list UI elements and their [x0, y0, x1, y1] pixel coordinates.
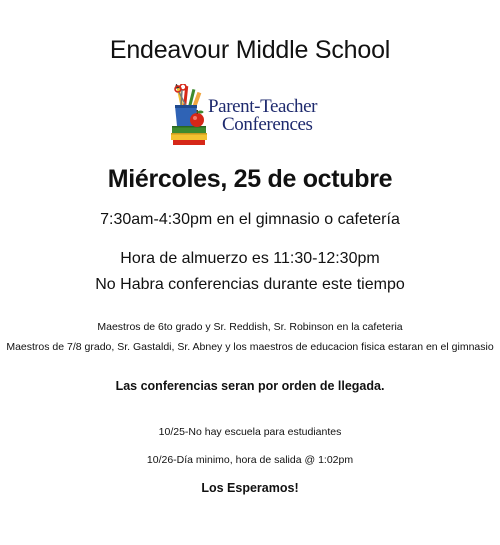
parent-teacher-conferences-logo	[170, 84, 342, 148]
first-come-note: Las conferencias seran por orden de llegada.	[115, 379, 385, 393]
logo-text-line2: Conferences	[222, 114, 313, 135]
grade-6-location: Maestros de 6to grado y Sr. Reddish, Sr. Robinson en la cafeteria	[97, 321, 403, 333]
logo-text-line1: Parent-Teacher	[208, 96, 318, 117]
conference-date-heading: Miércoles, 25 de octubre	[107, 165, 393, 193]
school-name: Endeavour Middle School	[109, 36, 391, 64]
minimum-day-note: 10/26-Día minimo, hora de salida @ 1:02pm	[146, 454, 354, 466]
conference-hours: 7:30am-4:30pm en el gimnasio o cafetería	[100, 211, 400, 228]
lunch-time: Hora de almuerzo es 11:30-12:30pm	[120, 250, 380, 267]
school-supplies-apple-icon	[170, 84, 210, 146]
no-conferences-note: No Habra conferencias durante este tiempo	[95, 276, 405, 293]
closing-message: Los Esperamos!	[201, 481, 299, 495]
grade-7-8-location: Maestros de 7/8 grado, Sr. Gastaldi, Sr. Abney y los maestros de educacion fisica estaran en el gimnasio	[6, 341, 494, 353]
no-school-note: 10/25-No hay escuela para estudiantes	[158, 426, 342, 438]
